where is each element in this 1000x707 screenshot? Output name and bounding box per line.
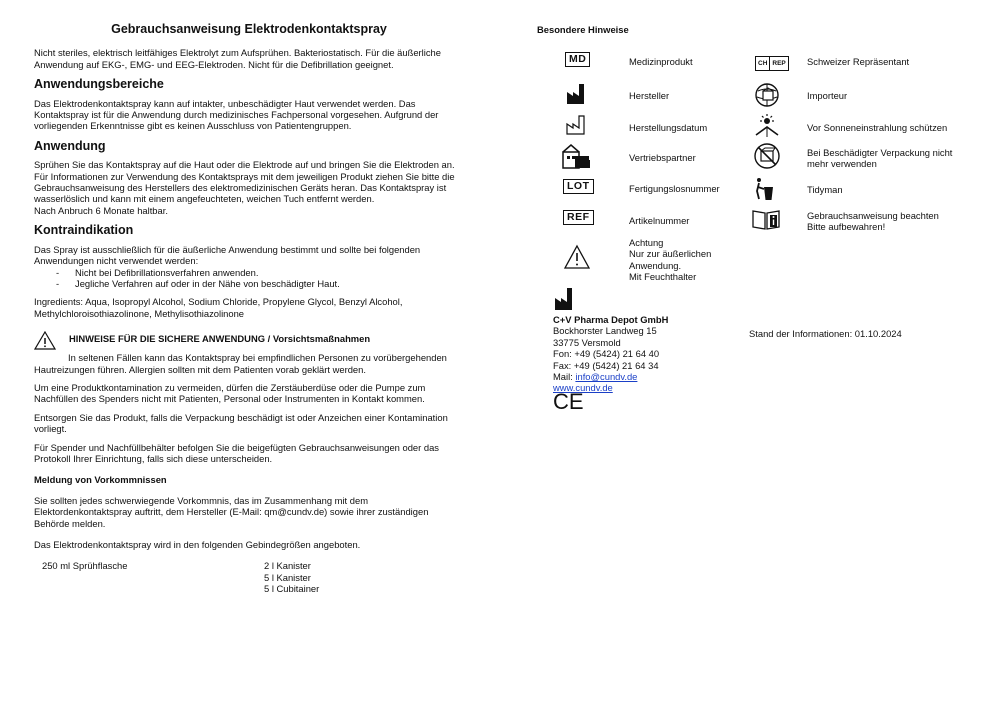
size-cubitainer: 5 l Cubitainer (264, 583, 320, 595)
kontraindikation-text: Das Spray ist ausschließlich für die äußerliche Anwendung bestimmt und sollte bei folgenden Anwendungen nicht verwendet werden: (34, 243, 421, 267)
label-achtung: Achtung Nur zur äußerlichen Anwendung. Mit Feuchthalter (629, 237, 712, 283)
label-schweizer-repraesentant: Schweizer Repräsentant (807, 56, 910, 67)
label-gebrauchsanweisung: Gebrauchsanweisung beachten Bitte aufbewahren! (807, 210, 939, 233)
hinweise-text-2: Um eine Produktkontamination zu vermeiden, dürfen die Zerstäuberdüse oder die Pumpe zum Nachfüllen des Spenders nicht mit Patienten, Personal oder Instrumenten in Kontakt kommen. (34, 381, 426, 405)
lot-icon: LOT (563, 179, 594, 194)
haltbarkeit-text: Nach Anbruch 6 Monate haltbar. (34, 204, 168, 216)
hinweise-header (34, 331, 464, 350)
ref-icon: REF (563, 210, 594, 225)
anwendungsbereiche-text: Das Elektrodenkontaktspray kann auf intakter, unbeschädigter Haut verwendet werden. Das Kontaktspray ist für die Anwendung durch medizinisches Fachpersonal vorgesehen. Aufgrund der vorliegenden Erkenntnisse gibt es keinen Ausschluss von Patientengruppen. (34, 97, 439, 132)
symbols-column (537, 24, 977, 414)
caution-icon (563, 244, 591, 270)
section-title-kontraindikation: Kontraindikation (34, 223, 134, 238)
section-title-anwendung: Anwendung (34, 138, 106, 153)
kontraindikation-list (34, 267, 464, 290)
phone: Fon: +49 (5424) 21 64 40 (553, 348, 660, 360)
label-vertriebspartner: Vertriebspartner (629, 152, 696, 163)
intro-text: Nicht steriles, elektrisch leitfähiges Elektrolyt zum Aufsprühen. Bakteriostatisch. Für die äußerliche Anwendung auf EKG-, EMG- und EEG-Elektroden. Nicht für die Defibrillation geeignet. (34, 47, 441, 70)
meldung-text: Sie sollten jedes schwerwiegende Vorkommnis, das im Zusammenhang mit dem Elektordenkontaktspray auftritt, dem Hersteller (E-Mail: qm@cundv.de) sowie ihrer zuständigen Behörde melden. (34, 494, 429, 529)
damaged-package-icon (753, 142, 781, 170)
manufacturer-address-icon (553, 286, 577, 312)
keep-from-sunlight-icon (753, 113, 781, 139)
anwendung-text: Sprühen Sie das Kontaktspray auf die Haut oder die Elektrode auf und bringen Sie die Elektroden an. Für Informationen zur Verwendung des Kontaktsprays mit dem jeweiligen Produkt ziehen Sie bitte die Gebrauchsanweisung des Herstellers des elektromedizinischen Geräts heran. Das Kontaktspray ist wasserlöslich und kann mit einem angefeuchteten, weichen Tuch entfernt werden. (34, 159, 455, 205)
ifu-icon (751, 209, 781, 231)
besondere-hinweise-title: Besondere Hinweise (537, 24, 629, 35)
ingredients-text: Ingredients: Aqua, Isopropyl Alcohol, Sodium Chloride, Propylene Glycol, Benzyl Alcohol, Methylchloroisothiazolinone, Methylisothiazolinone (34, 296, 403, 319)
warning-icon (34, 331, 56, 350)
md-icon: MD (565, 52, 590, 67)
sizes-table (34, 560, 464, 594)
importer-icon (753, 81, 783, 109)
fax: Fax: +49 (5424) 21 64 34 (553, 359, 659, 371)
hinweise-text-4: Für Spender und Nachfüllbehälter befolgen Sie die beigefügten Gebrauchsanweisungen oder das Protokoll Ihrer Einrichtung, falls sich diese unterscheiden. (34, 441, 439, 464)
label-fertigungslosnummer: Fertigungslosnummer (629, 183, 720, 194)
label-tidyman: Tidyman (807, 184, 843, 195)
meldung-title: Meldung von Vorkommnissen (34, 474, 167, 486)
label-importeur: Importeur (807, 90, 848, 101)
list-item: - Nicht bei Defibrillationsverfahren anwenden. (34, 267, 464, 278)
mail-line: Mail: info@cundv.de (553, 371, 638, 383)
label-hersteller: Hersteller (629, 90, 670, 101)
size-kanister-5l: 5 l Kanister (264, 571, 311, 583)
size-kanister-2l: 2 l Kanister (264, 560, 311, 572)
list-item: - Jegliche Verfahren auf oder in der Nähe von beschädigter Haut. (34, 278, 464, 289)
label-beschaedigte-verpackung: Bei Beschädigter Verpackung nicht mehr verwenden (807, 147, 953, 170)
manufacturer-icon (565, 82, 589, 106)
city: 33775 Versmold (553, 336, 621, 348)
document-title: Gebrauchsanweisung Elektrodenkontaktspray (111, 22, 387, 36)
mail-link[interactable]: info@cundv.de (575, 371, 638, 383)
address-block (553, 314, 668, 394)
ch-rep-icon: CH REP (755, 56, 789, 71)
web-link[interactable]: www.cundv.de (553, 382, 613, 394)
instructions-column (34, 24, 464, 595)
hinweise-text-3: Entsorgen Sie das Produkt, falls die Verpackung beschädigt ist oder Anzeichen einer Kontamination vorliegt. (34, 411, 448, 435)
hinweise-title: HINWEISE FÜR DIE SICHERE ANWENDUNG / Vorsichtsmaßnahmen (69, 333, 371, 345)
sizes-intro: Das Elektrodenkontaktspray wird in den folgenden Gebindegrößen angeboten. (34, 539, 361, 550)
distributor-icon (561, 142, 593, 172)
manufacture-date-icon (565, 114, 589, 136)
label-herstellungsdatum: Herstellungsdatum (629, 122, 708, 133)
ce-mark: CE (553, 389, 584, 414)
section-title-anwendungsbereiche: Anwendungsbereiche (34, 77, 164, 92)
size-spray: 250 ml Sprühflasche (42, 560, 128, 572)
label-sonnenschutz: Vor Sonneneinstrahlung schützen (807, 122, 948, 133)
street: Bockhorster Landweg 15 (553, 325, 657, 337)
company-name: C+V Pharma Depot GmbH (553, 314, 669, 325)
label-medizinprodukt: Medizinprodukt (629, 56, 693, 67)
stand-der-informationen: Stand der Informationen: 01.10.2024 (749, 328, 902, 339)
tidyman-icon (753, 177, 775, 201)
label-artikelnummer: Artikelnummer (629, 215, 690, 226)
hinweise-text-1: In seltenen Fällen kann das Kontaktspray bei empfindlichen Personen zu vorübergehenden Hautreizungen führen. Allergien sollten mit dem Patienten vorab geklärt werden. (34, 352, 447, 375)
